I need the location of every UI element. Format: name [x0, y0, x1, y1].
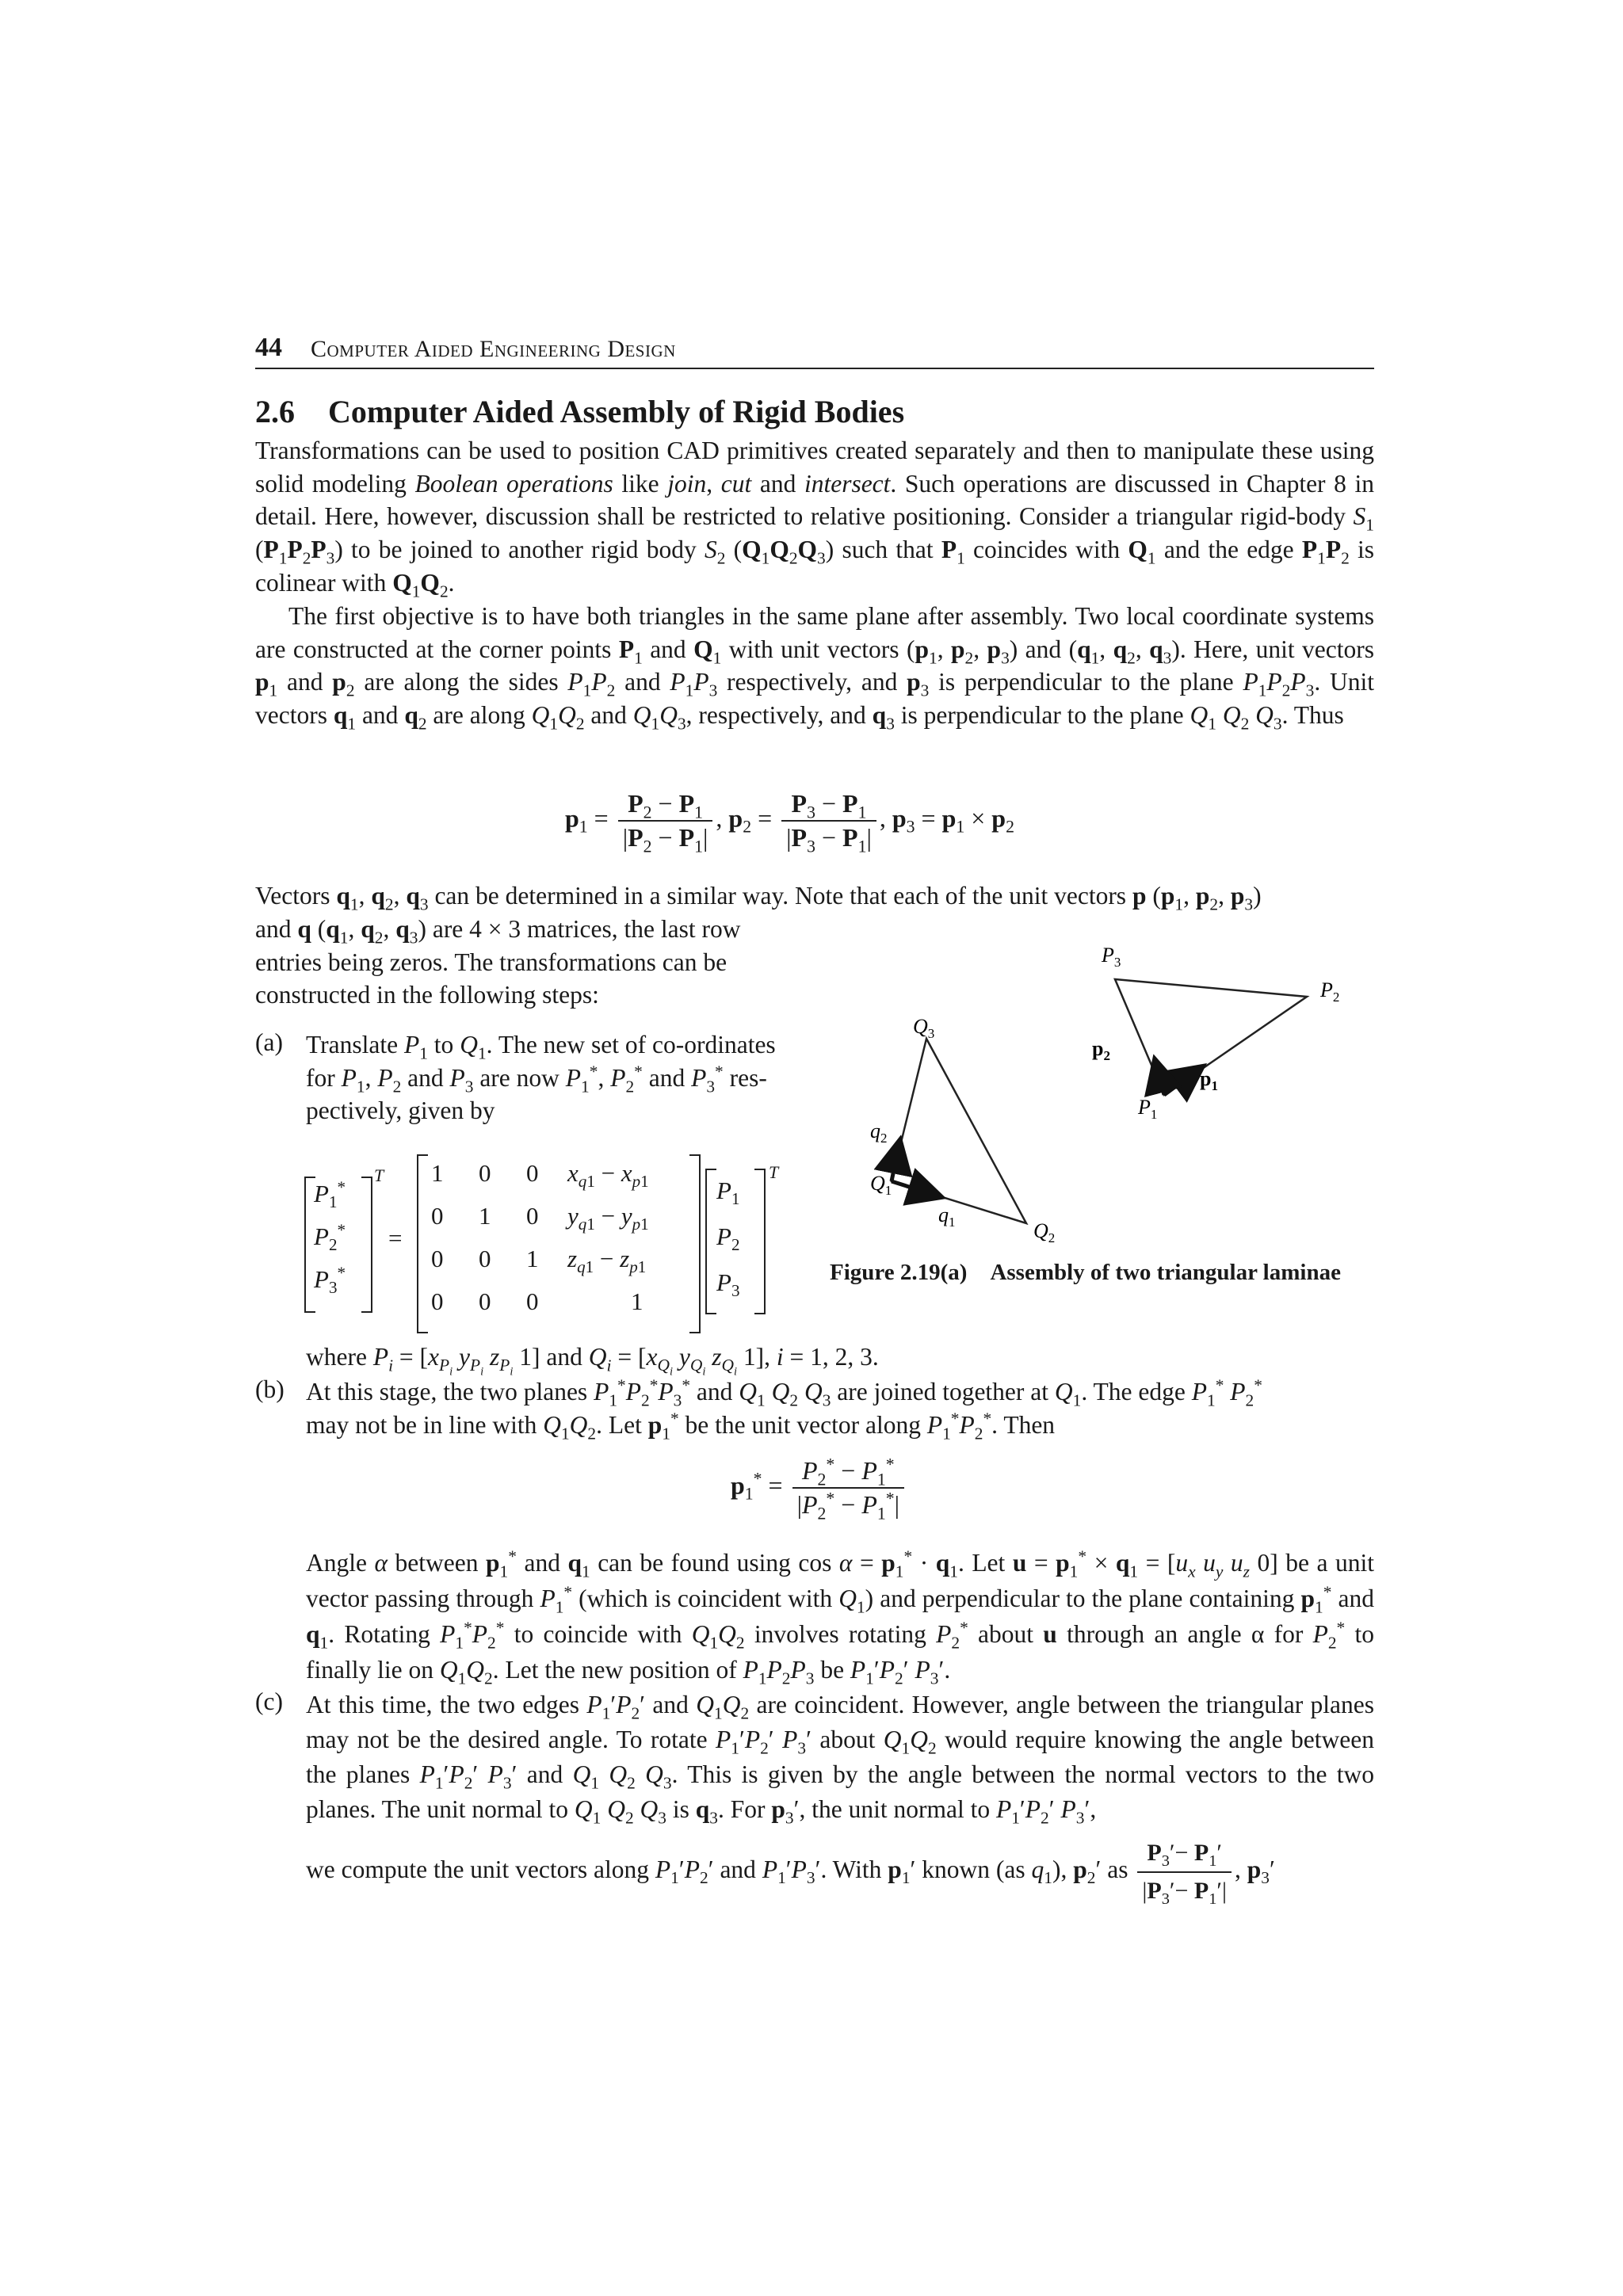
figure-caption-label: Figure 2.19(a)	[830, 1260, 968, 1285]
step-c-label: (c)	[255, 1688, 283, 1715]
triangle-q	[892, 1039, 1026, 1223]
label-P2: $P_2$	[1320, 978, 1340, 1005]
paragraph-objective: The first objective is to have both triangles in the same plane after assembly. Two local coordinate systems are constructed at the corner points $P_1$ and $Q_1$ with unit vectors ($p_1$, $p_2$, $p_3$) and ($q_1$, $q_2$, $q_3$). Here, unit vectors $p_1$ and $p_2$ are along the sides $P_1P_2$ and $P_1P_3$ respectively, and $p_3$ is perpendicular to the plane $P_1P_2P_3$. Unit vectors $q_1$ and $q_2$ are along $Q_1Q_2$ and $Q_1Q_3$, respectively, and $q_3$ is perpendicular to the plane $Q_1$ $Q_2$ $Q_3$. Thus	[255, 602, 1375, 734]
label-q2: $q_2$	[870, 1119, 888, 1146]
vector-p1-arrow	[1164, 1068, 1201, 1095]
section-number: 2.6	[255, 394, 295, 429]
where-clause: where $P_i = [x_{P_i}$ $y_{P_i}$ $z_{P_i}$ 1] and $Q_i = [x_{Q_i}$ $y_{Q_i}$ $z_{Q_i}$ 1], i = 1, 2, 3.	[306, 1343, 879, 1379]
vector-q2-arrow	[892, 1142, 899, 1181]
paragraph-matrices: and q ($q_1$, $q_2$, $q_3$) are 4 × 3 matrices, the last row entries being zeros. The transformations can be constructed in the following steps:	[255, 915, 741, 1009]
step-a-text: Translate $P_1$ to $Q_1$. The new set of co-ordinates for $P_1$, $P_2$ and $P_3$ are now $P_1^*$, $P_2^*$ and $P_3^*$ res- pectively, given by	[306, 1031, 776, 1125]
translation-matrix-equation: $P_1^*$ $P_2^*$ $P_3^*$ T = 1 0 0 $x_{q1} - x_{p1}$ 0 1 0 $y_{q1} - y_{p1}$ 0 0 1 $z_{q1} - z_{p1}$ 0 0 0 1 $P_1$ $P_2$ $P_3$ T	[290, 1153, 781, 1335]
paragraph-vectors-q: Vectors $q_1$, $q_2$, $q_3$ can be determined in a similar way. Note that each of the unit vectors p ($p_1$, $p_2$, $p_3$)	[255, 882, 1262, 914]
label-p1: $p_1$	[1200, 1067, 1218, 1093]
paragraph-intro: Transformations can be used to position CAD primitives created separately and then to manipulate these using solid modeling Boolean operations like join, cut and intersect. Such operations are discussed in Chapter 8 in detail. Here, however, discussion shall be restricted to relative positioning. Consider a triangular rigid-body $S_1$ $(P_1P_2P_3)$ to be joined to another rigid body $S_2$ $(Q_1Q_2Q_3)$ such that $P_1$ coincides with $Q_1$ and the edge $P_1P_2$ is colinear with $Q_1Q_2$.	[255, 437, 1375, 601]
label-p2: $p_2$	[1092, 1037, 1110, 1063]
equation-p1-star: $p_1^*$ = $\frac{P_2^* - P_1^*}{|P_2^* - P_1^*|}$	[731, 1456, 907, 1520]
step-b-text: At this stage, the two planes $P_1^*P_2^*P_3^*$ and $Q_1$ $Q_2$ $Q_3$ are joined together at $Q_1$. The edge $P_1^*$ $P_2^*$ may not be in line with $Q_1Q_2$. Let $p_1^*$ be the unit vector along $P_1^*P_2^*$. Then	[306, 1375, 1262, 1443]
page-number: 44	[255, 333, 282, 362]
label-Q2: $Q_2$	[1033, 1219, 1056, 1245]
step-b-label: (b)	[255, 1375, 285, 1403]
step-b-continued: Angle α between $p_1^*$ and $q_1$ can be found using $\cos \alpha = p_1^* \cdot q_1$. Let $u = p_1^* \times q_1 = [u_x$ $u_y$ $u_z$ 0] be a unit vector passing through $P_1^*$ (which is coincident with $Q_1$) and perpendicular to the plane containing $p_1^*$ and $q_1$. Rotating $P_1^*P_2^*$ to coincide with $Q_1Q_2$ involves rotating $P_2^*$ about u through an angle α for $P_2^*$ to finally lie on $Q_1Q_2$. Let the new position of $P_1P_2P_3$ be $P_1'P_2'$ $P_3'$.	[306, 1547, 1375, 1688]
step-a-label: (a)	[255, 1028, 283, 1056]
label-Q3: $Q_3$	[913, 1015, 935, 1041]
step-c-text: At this time, the two edges $P_1'P_2'$ and $Q_1Q_2$ are coincident. However, angle between the triangular planes may not be the desired angle. To rotate $P_1'P_2'$ $P_3'$ about $Q_1Q_2$ would require knowing the angle between the planes $P_1'P_2'$ $P_3'$ and $Q_1$ $Q_2$ $Q_3$. This is given by the angle between the normal vectors to the two planes. The unit normal to $Q_1$ $Q_2$ $Q_3$ is $q_3$. For $p_3'$, the unit normal to $P_1'P_2'$ $P_3'$,	[306, 1691, 1375, 1828]
section-heading	[255, 393, 904, 430]
label-Q1: $Q_1$	[870, 1172, 892, 1198]
section-title: Computer Aided Assembly of Rigid Bodies	[328, 394, 905, 429]
triangle-assembly-figure	[856, 935, 1379, 1252]
vector-q1-arrow	[892, 1181, 939, 1196]
label-P3: $P_3$	[1102, 944, 1121, 970]
label-P1: $P_1$	[1138, 1096, 1158, 1122]
step-c-last-line: we compute the unit vectors along $P_1'P_2'$ and $P_1'P_3'$. With $p_1'$ known (as $q_1$), $p_2'$ as $\frac{P_3'- P_1'}{|P_3'- P_1'|}$ , $p_3'$	[306, 1836, 1275, 1907]
running-header	[255, 333, 1374, 369]
figure-caption-text: Assembly of two triangular laminae	[990, 1260, 1341, 1285]
equation-unit-vectors-p: $p_1$ = $\frac{P_2 - P_1}{|P_2 - P_1|}$ , $p_2$ = $\frac{P_3 - P_1}{|P_3 - P_1|}$ , $p_3 = p_1 \times p_2$	[565, 789, 1014, 856]
label-q1: $q_1$	[938, 1203, 956, 1230]
running-title: Computer Aided Engineering Design	[311, 336, 676, 362]
figure-caption	[830, 1260, 1341, 1286]
